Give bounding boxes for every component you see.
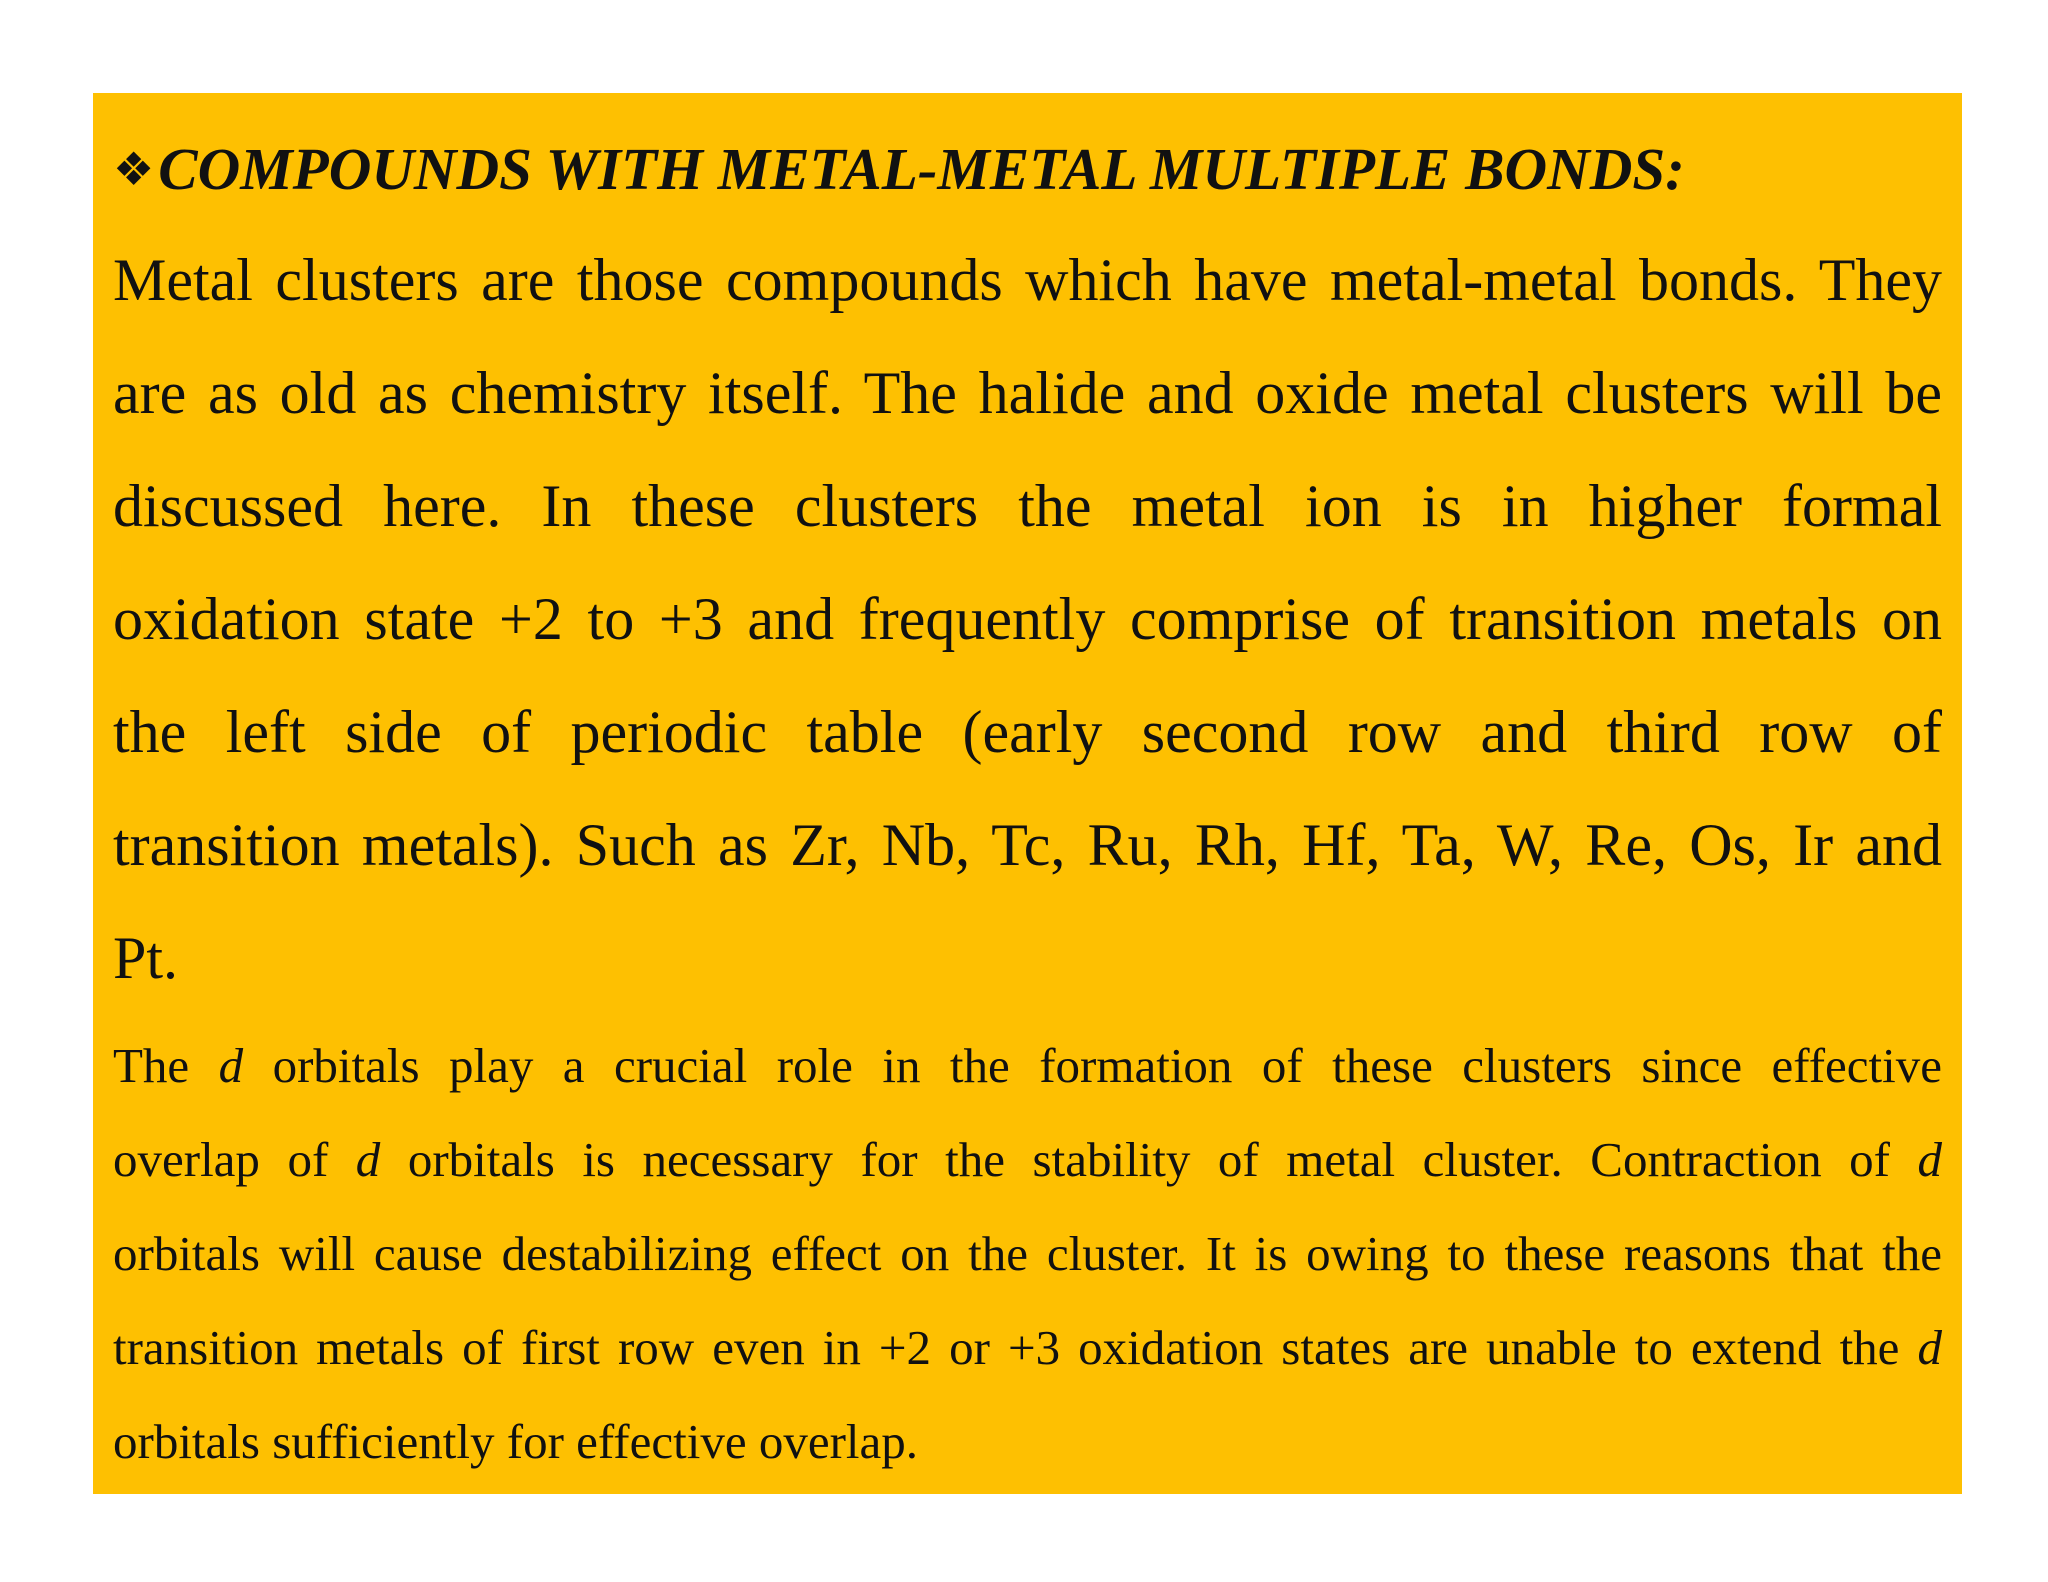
heading (113, 133, 1942, 210)
slide-panel (93, 93, 1962, 1494)
line-text: orbitals play a crucial role in the formation of these clusters since effective (243, 1038, 1942, 1093)
paragraph-line: are as old as chemistry itself. The halide and oxide metal clusters will be (113, 360, 1942, 426)
paragraph-line (113, 1301, 1942, 1395)
paragraph-line: discussed here. In these clusters the metal ion is in higher formal (113, 473, 1942, 539)
paragraph-line: the left side of periodic table (early second row and third row of (113, 699, 1942, 765)
italic-d: d (355, 1132, 381, 1187)
paragraph-line (113, 1019, 1942, 1113)
paragraph-line: transition metals). Such as Zr, Nb, Tc, Ru, Rh, Hf, Ta, W, Re, Os, Ir and (113, 812, 1942, 878)
paragraph-d-orbitals (113, 1019, 1942, 1489)
paragraph-line (113, 1113, 1942, 1207)
paragraph-line: orbitals will cause destabilizing effect on the cluster. It is owing to these reasons that the (113, 1226, 1942, 1281)
italic-d: d (1917, 1320, 1942, 1375)
italic-d: d (1917, 1132, 1942, 1187)
heading-text: COMPOUNDS WITH METAL-METAL MULTIPLE BONDS: (158, 136, 1685, 202)
paragraph-line: orbitals sufficiently for effective overlap. (113, 1414, 919, 1469)
italic-d: d (218, 1038, 244, 1093)
line-text: overlap of (113, 1132, 356, 1187)
paragraph-line: oxidation state +2 to +3 and frequently comprise of transition metals on (113, 586, 1942, 652)
paragraph-clusters-intro (113, 224, 1942, 1015)
line-text: The (113, 1038, 219, 1093)
paragraph-line: Pt. (113, 925, 179, 991)
line-text: orbitals is necessary for the stability of metal cluster. Contraction of (380, 1132, 1918, 1187)
line-text: transition metals of first row even in +2 or +3 oxidation states are unable to extend the (113, 1320, 1918, 1375)
paragraph-line: Metal clusters are those compounds which have metal-metal bonds. They (113, 247, 1942, 313)
diamond-bullet-icon: ❖ (113, 144, 155, 195)
